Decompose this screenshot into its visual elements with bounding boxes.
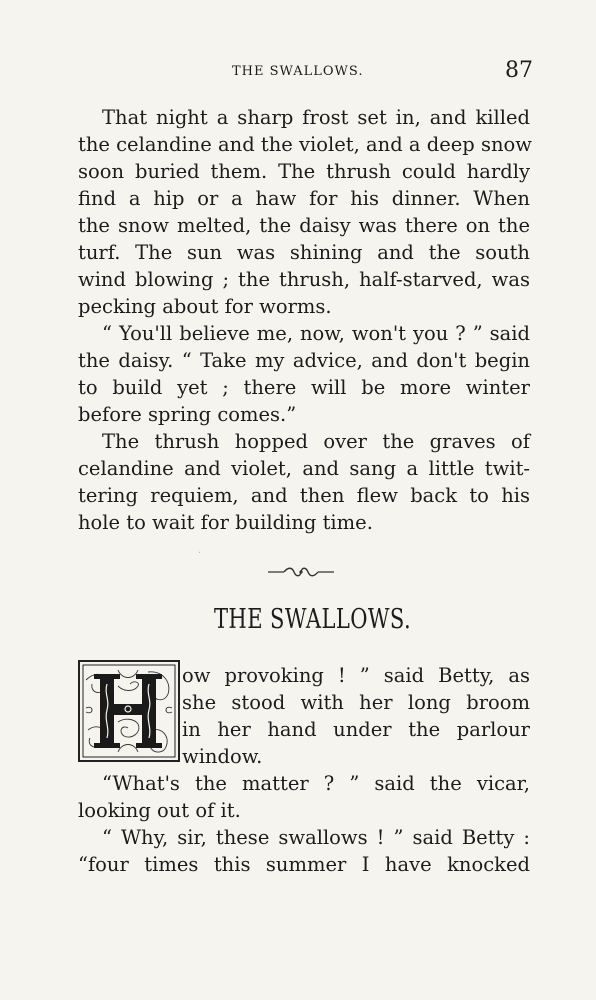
text-line: the daisy. “ Take my advice, and don't begin [78,349,530,372]
text-line: “four times this summer I have knocked [78,853,530,876]
text-line: in her hand under the parlour [182,718,530,741]
text-line: ow provoking ! ” said Betty, as [182,664,530,687]
text-line: “What's the matter ? ” said the vicar, [102,772,530,795]
text-line: the snow melted, the daisy was there on the [78,214,530,237]
text-line: “ Why, sir, these swallows ! ” said Betty : [102,826,530,849]
text-line: window. [182,745,263,768]
text-line: tering requiem, and then flew back to his [78,484,530,507]
paper-speck: · [198,548,202,559]
text-line: she stood with her long broom [182,691,530,714]
text-line: soon buried them. The thrush could hardly [78,160,530,183]
text-line: wind blowing ; the thrush, half-starved, was [78,268,530,291]
dropcap-h-icon [78,660,180,762]
text-line: That night a sharp frost set in, and killed [102,106,530,129]
text-line: The thrush hopped over the graves of [102,430,530,453]
text-line: looking out of it. [78,799,241,822]
text-line: to build yet ; there will be more winter [78,376,530,399]
text-line: hole to wait for building time. [78,511,373,534]
page-number: 87 [505,58,533,83]
ornament-divider [266,566,336,578]
text-line: celandine and violet, and sang a little twit- [78,457,530,480]
running-head: THE SWALLOWS. [232,64,364,79]
text-line: before spring comes.” [78,403,297,426]
text-line: the celandine and the violet, and a deep snow [78,133,532,156]
section-title: THE SWALLOWS. [214,604,412,635]
text-line: “ You'll believe me, now, won't you ? ” said [102,322,530,345]
text-line: find a hip or a haw for his dinner. When [78,187,530,210]
text-line: pecking about for worms. [78,295,332,318]
text-line: turf. The sun was shining and the south [78,241,530,264]
